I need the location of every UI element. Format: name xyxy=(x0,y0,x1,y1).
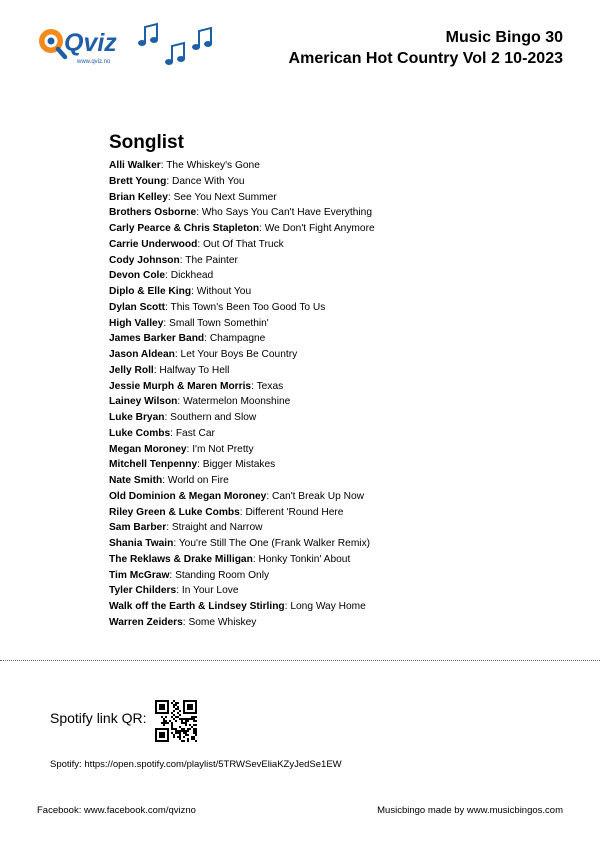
spotify-qr-code[interactable] xyxy=(155,700,197,742)
qr-code-graphic xyxy=(155,700,197,742)
song-artist: Cody Johnson xyxy=(109,254,180,266)
page-title: Music Bingo 30 xyxy=(445,29,563,46)
song-title: Southern and Slow xyxy=(170,412,257,423)
song-item: Luke Combs: Fast Car xyxy=(109,427,215,439)
song-artist: Riley Green & Luke Combs xyxy=(109,506,240,518)
qr-label: Spotify link QR: xyxy=(50,710,147,726)
songlist-heading: Songlist xyxy=(109,132,184,153)
song-title: Long Way Home xyxy=(290,601,366,612)
song-item: Diplo & Elle King: Without You xyxy=(109,286,252,297)
logo-text: Qviz xyxy=(64,29,117,57)
dotted-divider xyxy=(0,660,600,661)
song-item: Walk off the Earth & Lindsey Stirling: Long Way Home xyxy=(109,601,366,612)
song-title: We Don't Fight Anymore xyxy=(264,223,375,234)
song-artist: Jason Aldean xyxy=(109,349,175,360)
song-title: Dance With You xyxy=(172,175,245,187)
qviz-logo xyxy=(36,20,126,70)
song-item: Brian Kelley: See You Next Summer xyxy=(109,191,277,203)
song-item: Jelly Roll: Halfway To Hell xyxy=(109,364,230,376)
song-title: Let Your Boys Be Country xyxy=(180,349,298,360)
song-item: Lainey Wilson: Watermelon Moonshine xyxy=(109,396,291,408)
song-item: Jessie Murph & Maren Morris: Texas xyxy=(109,380,284,392)
song-item: Dylan Scott: This Town's Been Too Good To Us xyxy=(109,301,326,313)
song-artist: Sam Barber xyxy=(109,522,167,534)
song-item: Mitchell Tenpenny: Bigger Mistakes xyxy=(109,459,276,471)
song-artist: Devon Cole xyxy=(109,270,166,282)
song-artist: Jelly Roll xyxy=(109,364,154,376)
song-artist: Carly Pearce & Chris Stapleton xyxy=(109,223,260,234)
song-title: Without You xyxy=(196,286,252,297)
song-title: Watermelon Moonshine xyxy=(183,396,291,408)
song-artist: Lainey Wilson xyxy=(109,396,178,408)
music-notes-icon xyxy=(135,20,220,70)
song-title: World on Fire xyxy=(167,475,229,486)
song-artist: High Valley xyxy=(109,317,164,329)
page-subtitle: American Hot Country Vol 2 10-2023 xyxy=(288,50,563,67)
song-item: Carrie Underwood: Out Of That Truck xyxy=(109,238,284,250)
song-artist: Shania Twain xyxy=(109,538,174,549)
song-title: See You Next Summer xyxy=(173,191,277,203)
song-item: Jason Aldean: Let Your Boys Be Country xyxy=(109,349,298,360)
song-title: Out Of That Truck xyxy=(202,238,284,250)
song-artist: Diplo & Elle King xyxy=(109,286,192,297)
song-item: Alli Walker: The Whiskey's Gone xyxy=(109,160,260,171)
song-item: The Reklaws & Drake Milligan: Honky Tonkin' About xyxy=(109,553,351,565)
song-artist: Tim McGraw xyxy=(109,569,170,581)
spotify-link[interactable]: Spotify: https://open.spotify.com/playlist/5TRWSevEliaKZyJedSe1EW xyxy=(50,759,342,770)
song-artist: Tyler Childers xyxy=(109,585,177,597)
song-artist: Brothers Osborne xyxy=(109,207,197,219)
song-item: Shania Twain: You're Still The One (Frank Walker Remix) xyxy=(109,538,371,549)
song-artist: Jessie Murph & Maren Morris xyxy=(109,380,252,392)
song-title: Fast Car xyxy=(175,427,215,439)
song-item: Luke Bryan: Southern and Slow xyxy=(109,412,257,423)
song-artist: Luke Combs xyxy=(109,427,171,439)
song-item: Cody Johnson: The Painter xyxy=(109,254,238,266)
song-title: The Whiskey's Gone xyxy=(166,160,260,171)
header xyxy=(289,27,563,69)
song-artist: Carrie Underwood xyxy=(109,238,198,250)
song-artist: Old Dominion & Megan Moroney xyxy=(109,490,267,502)
song-title: In Your Love xyxy=(181,585,239,597)
song-item: Carly Pearce & Chris Stapleton: We Don't Fight Anymore xyxy=(109,223,375,234)
song-artist: Walk off the Earth & Lindsey Stirling xyxy=(109,601,285,612)
song-title: Straight and Narrow xyxy=(171,522,263,534)
song-item: Megan Moroney: I'm Not Pretty xyxy=(109,443,254,455)
song-item: High Valley: Small Town Somethin' xyxy=(109,317,269,329)
song-item: Riley Green & Luke Combs: Different 'Round Here xyxy=(109,506,344,518)
song-item: Devon Cole: Dickhead xyxy=(109,270,214,282)
song-title: Who Says You Can't Have Everything xyxy=(201,207,372,219)
logo-url: www.qviz.no xyxy=(77,59,111,65)
song-artist: Dylan Scott xyxy=(109,301,166,313)
song-item: Brett Young: Dance With You xyxy=(109,175,245,187)
song-title: Honky Tonkin' About xyxy=(258,553,351,565)
song-list xyxy=(109,158,549,631)
song-title: You're Still The One (Frank Walker Remix) xyxy=(178,538,371,549)
musicbingos-credit[interactable]: Musicbingo made by www.musicbingos.com xyxy=(377,805,563,816)
facebook-link[interactable]: Facebook: www.facebook.com/qvizno xyxy=(37,805,196,816)
song-artist: Nate Smith xyxy=(109,475,163,486)
song-item: Nate Smith: World on Fire xyxy=(109,475,229,486)
song-title: I'm Not Pretty xyxy=(192,443,254,455)
song-artist: Brian Kelley xyxy=(109,191,168,203)
song-artist: Luke Bryan xyxy=(109,412,165,423)
song-artist: Megan Moroney xyxy=(109,443,187,455)
song-artist: Warren Zeiders xyxy=(109,616,183,628)
song-item: James Barker Band: Champagne xyxy=(109,333,266,345)
song-artist: Brett Young xyxy=(109,175,167,187)
song-title: Some Whiskey xyxy=(188,616,257,628)
qviz-logo-graphic xyxy=(36,20,126,70)
song-title: Texas xyxy=(256,380,284,392)
song-item: Brothers Osborne: Who Says You Can't Have Everything xyxy=(109,207,372,219)
song-title: Bigger Mistakes xyxy=(202,459,276,471)
song-title: This Town's Been Too Good To Us xyxy=(170,301,326,313)
songlist xyxy=(109,132,549,631)
song-item: Sam Barber: Straight and Narrow xyxy=(109,522,263,534)
song-artist: The Reklaws & Drake Milligan xyxy=(109,553,253,565)
song-title: Standing Room Only xyxy=(175,569,270,581)
song-title: Dickhead xyxy=(170,270,214,282)
song-title: Can't Break Up Now xyxy=(272,490,364,502)
song-title: Different 'Round Here xyxy=(245,506,344,518)
song-title: Small Town Somethin' xyxy=(169,317,269,329)
song-title: Halfway To Hell xyxy=(159,364,230,376)
song-artist: Alli Walker xyxy=(109,160,161,171)
song-item: Warren Zeiders: Some Whiskey xyxy=(109,616,257,628)
song-artist: James Barker Band xyxy=(109,333,205,345)
song-item: Tyler Childers: In Your Love xyxy=(109,585,239,597)
song-item: Tim McGraw: Standing Room Only xyxy=(109,569,270,581)
song-title: Champagne xyxy=(209,333,266,345)
song-title: The Painter xyxy=(185,254,238,266)
song-artist: Mitchell Tenpenny xyxy=(109,459,198,471)
song-item: Old Dominion & Megan Moroney: Can't Break Up Now xyxy=(109,490,364,502)
